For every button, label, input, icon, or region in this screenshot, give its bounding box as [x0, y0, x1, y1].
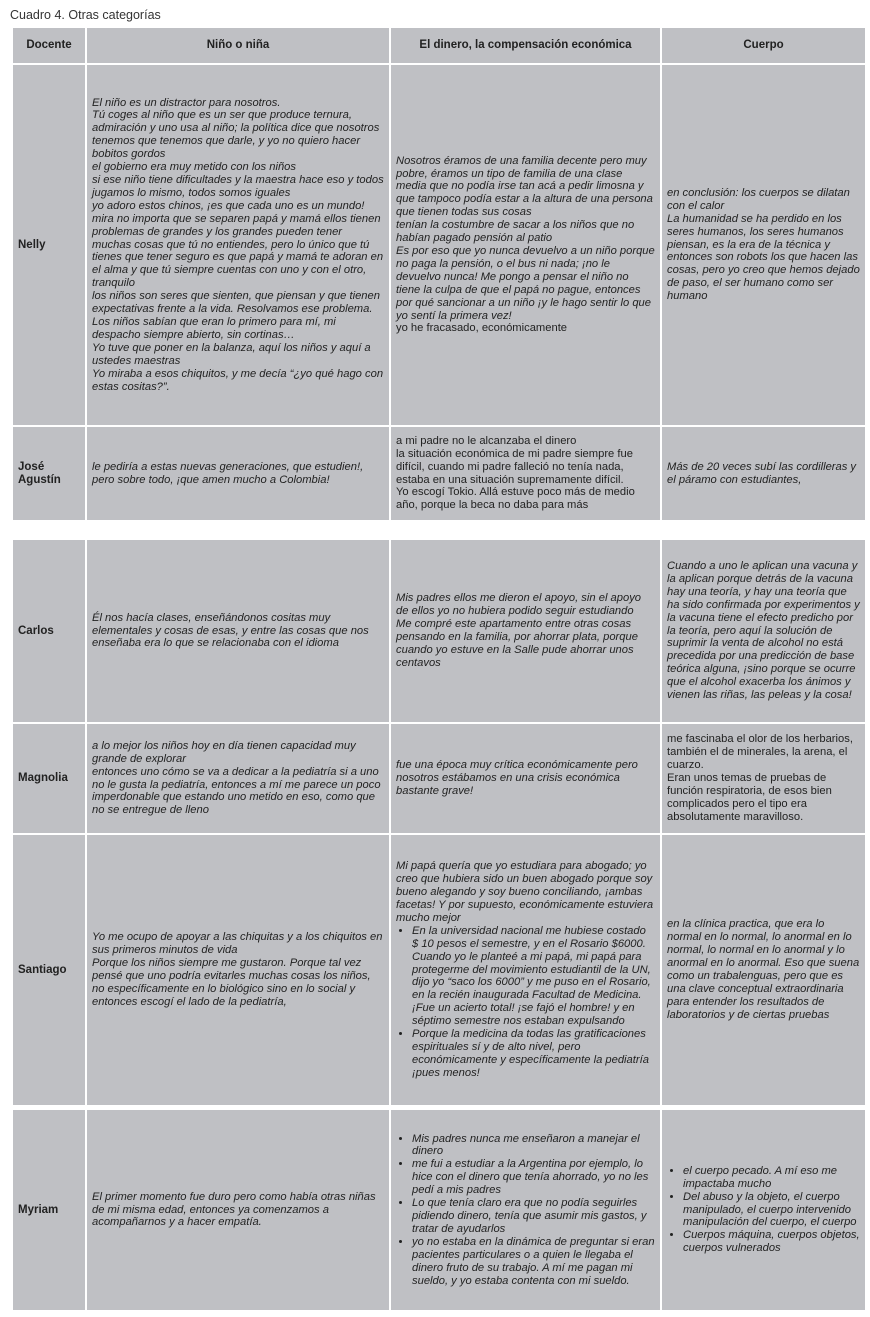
dinero-cell	[390, 64, 661, 426]
cell-paragraph: mira no importa que se separen papá y mamá ellos tienen problemas de grandes y los grandes pueden tener muchas cosas que tú no entiendes, pero lo único que tú tienes que tener seguro es que papá y mamá te adoran en el alma y que tú siempre cuentas con uno y con el otro, tranquilo	[92, 212, 384, 290]
cell-paragraph: le pediría a estas nuevas generaciones, que estudien!, pero sobre todo, ¡que amen mucho a Colombia!	[92, 460, 364, 486]
nino-cell	[86, 539, 390, 723]
dinero-cell	[390, 1109, 661, 1311]
cell-paragraph: Los niños sabían que eran lo primero para mí, mi despacho siempre abierto, sin cortinas…	[92, 315, 336, 341]
nino-cell	[86, 834, 390, 1106]
cuerpo-cell	[661, 64, 866, 426]
bullet-item: • Lo que tenía claro era que no podía seguirles pidiendo dinero, tenía que asumir mis gastos, y tratar de ayudarlos	[412, 1197, 655, 1236]
cell-paragraph: Cuando a uno le aplican una vacuna y la aplican porque detrás de la vacuna hay una teoría, y hay una teoría que ha sido confirmada por experimentos y la vacuna tiene el efecto predicho por la teoría, pero aquí la solución de suprimir la venta de alcohol no está precedida por una predicción de base teórica alguna, ¡sino porque se ocurre que el alcohol exacerba los ánimos y vienen las riñas, las peleas y la cosa!	[667, 560, 860, 702]
cell-paragraph: Porque los niños siempre me gustaron. Porque tal vez pensé que uno podría evitarles muchas cosas los niños, no específicamente en lo biológico sino en lo social y entonces escogí el lado de la pediatría,	[92, 957, 371, 1008]
cell-paragraph: Nosotros éramos de una familia decente pero muy pobre, éramos un tipo de familia de una clase media que no podía irse tan acá a pedir limosna y que tampoco podía estar a la altura de una persona que tienen todas sus cosas	[396, 154, 653, 219]
docente-cell: Santiago	[12, 834, 86, 1106]
cuerpo-cell	[661, 426, 866, 521]
table-segment-1	[11, 26, 867, 522]
dinero-cell	[390, 834, 661, 1106]
header-dinero: El dinero, la compensación económica	[390, 27, 661, 64]
dinero-cell	[390, 723, 661, 834]
bullet-item: • Mis padres nunca me enseñaron a manejar el dinero	[412, 1133, 655, 1159]
docente-cell: José Agustín	[12, 426, 86, 521]
cell-paragraph: El primer momento fue duro pero como había otras niñas de mi misma edad, entonces ya comenzamos a acompañarnos y a hacer empatía.	[92, 1190, 376, 1229]
cell-paragraph: Yo tuve que poner en la balanza, aquí los niños y aquí a ustedes maestras	[92, 341, 371, 367]
header-nino: Niño o niña	[86, 27, 390, 64]
docente-cell: Magnolia	[12, 723, 86, 834]
cell-paragraph: en la clínica practica, que era lo normal en lo normal, lo anormal en lo normal, lo normal en lo anormal y lo anormal en lo anormal. Eso que suena como un trabalenguas, pero que es una clave conceptual extraordinaria para entender los resultados de laboratorios y de ciertas pruebas	[667, 918, 860, 1021]
table-row	[12, 723, 866, 834]
table-segment-3	[11, 1108, 867, 1312]
bullet-item: • Cuerpos máquina, cuerpos objetos, cuerpos vulnerados	[683, 1229, 860, 1255]
table-row	[12, 539, 866, 723]
cell-paragraph: Él nos hacía clases, enseñándonos cositas muy elementales y cosas de esas, y entre las cosas que nos enseñaba era lo que se relacionaba con el idioma	[92, 611, 369, 650]
cell-paragraph: yo adoro estos chinos, ¡es que cada uno es un mundo!	[92, 199, 365, 212]
cell-paragraph: Yo miraba a esos chiquitos, y me decía “¿yo qué hago con estas cositas?”.	[92, 367, 384, 393]
cell-paragraph: Es por eso que yo nunca devuelvo a un niño porque no paga la pensión, o el bus ni nada; ¡no le devuelvo nunca! Me pongo a pensar el niño no tiene la culpa de que el papá no pague, entonces por qué sancionar a un niño ¡y le hago sentir lo que yo sentí la primera vez!	[396, 245, 655, 322]
cuerpo-cell	[661, 834, 866, 1106]
header-row	[12, 27, 866, 64]
bullet-list	[396, 1133, 655, 1288]
bullet-item: • yo no estaba en la dinámica de preguntar si eran pacientes particulares o a quien le llegaba el dinero fruto de su trabajo. A mí me pagan mi sueldo, y yo estaba contenta con mi sueldo.	[412, 1236, 655, 1288]
cell-paragraph: a lo mejor los niños hoy en día tienen capacidad muy grande de explorar	[92, 739, 356, 765]
cell-paragraph: yo he fracasado, económicamente	[396, 322, 568, 335]
header-cuerpo: Cuerpo	[661, 27, 866, 64]
docente-cell: Carlos	[12, 539, 86, 723]
docente-cell: Myriam	[12, 1109, 86, 1311]
nino-cell	[86, 1109, 390, 1311]
cell-paragraph: Más de 20 veces subí las cordilleras y el páramo con estudiantes,	[667, 460, 857, 486]
cell-paragraph: Eran unos temas de pruebas de función respiratoria, de esos bien complicados pero el tipo era absolutamente maravilloso.	[667, 772, 832, 823]
bullet-item: • En la universidad nacional me hubiese costado $ 10 pesos el semestre, y en el Rosario $6000. Cuando yo le planteé a mi papá, mi papá para protegerme del movimiento estudiantil de la UN, dijo yo “saco los 6000” y me puso en el Rosario, en la recién inaugurada Facultad de Medicina. ¡Fue un acierto total! ¡se fajó el hombre! y en séptimo semestre nos estaban expulsando	[412, 925, 655, 1028]
cell-paragraph: Mis padres ellos me dieron el apoyo, sin el apoyo de ellos yo no hubiera podido seguir estudiando	[396, 592, 642, 618]
bullet-list	[667, 1165, 860, 1255]
cell-paragraph: tenían la costumbre de sacar a los niños que no habían pagado pensión al patio	[396, 219, 635, 245]
bullet-item: • me fui a estudiar a la Argentina por ejemplo, lo hice con el dinero que tenía ahorrado, yo no les pedí a mis padres	[412, 1158, 655, 1197]
cell-paragraph: Me compré este apartamento entre otras cosas pensando en la familia, por ahorrar plata, porque cuando yo estuve en la Salle pude ahorrar unos centavos	[396, 618, 638, 669]
cell-paragraph: el gobierno era muy metido con los niños	[92, 161, 296, 174]
cell-paragraph: Tú coges al niño que es un ser que produce ternura, admiración y uno usa al niño; la política dice que nosotros tenemos que tenemos que darle, y yo no quiero hacer bobitos gordos	[92, 109, 380, 161]
cuerpo-cell	[661, 1109, 866, 1311]
header-docente: Docente	[12, 27, 86, 64]
bullet-item: • Del abuso y la objeto, el cuerpo manipulado, el cuerpo intervenido manipulación del cuerpo, el cuerpo	[683, 1191, 860, 1230]
cell-paragraph: en conclusión: los cuerpos se dilatan con el calor	[667, 186, 850, 212]
cell-paragraph: a mi padre no le alcanzaba el dinero	[396, 434, 577, 447]
table-segment-2	[11, 538, 867, 1107]
bullet-list	[396, 925, 655, 1080]
dinero-cell	[390, 539, 661, 723]
cell-paragraph: Mi papá quería que yo estudiara para abogado; yo creo que hubiera sido un buen abogado porque soy bueno alegando y soy bueno conciliando, ¡ambas facetas! Y por supuesto, económicamente estuviera mucho mejor	[396, 860, 654, 924]
bullet-item: • Porque la medicina da todas las gratificaciones espirituales sí y de alto nivel, pero económicamente y específicamente la pediatría ¡pues menos!	[412, 1028, 655, 1080]
table-row	[12, 1109, 866, 1311]
cuerpo-cell	[661, 723, 866, 834]
cell-paragraph: los niños son seres que sienten, que piensan y que tienen expectativas frente a la vida. Resolvamos ese problema.	[92, 290, 380, 316]
cell-paragraph: Yo me ocupo de apoyar a las chiquitas y a los chiquitos en sus primeros minutos de vida	[92, 931, 383, 957]
table-caption: Cuadro 4. Otras categorías	[10, 8, 161, 22]
docente-cell: Nelly	[12, 64, 86, 426]
cell-paragraph: si ese niño tiene dificultades y la maestra hace eso y todos jugamos lo mismo, todos somos iguales	[92, 174, 384, 199]
table-row	[12, 64, 866, 426]
cell-paragraph: me fascinaba el olor de los herbarios, también el de minerales, la arena, el cuarzo.	[667, 733, 853, 772]
table-row	[12, 834, 866, 1106]
nino-cell	[86, 64, 390, 426]
cuerpo-cell	[661, 539, 866, 723]
cell-paragraph: La humanidad se ha perdido en los seres humanos, los seres humanos piensan, es la era de la técnica y entonces son robots los que hacen las cosas, pero yo creo que hemos dejado de paso, el ser humano como ser humano	[667, 212, 860, 303]
dinero-cell	[390, 426, 661, 521]
bullet-item: • el cuerpo pecado. A mí eso me impactaba mucho	[683, 1165, 860, 1191]
cell-paragraph: la situación económica de mi padre siempre fue difícil, cuando mi padre falleció no tenía nada, estaba en una situación supremamente difícil.	[396, 447, 633, 486]
cell-paragraph: Yo escogí Tokio. Allá estuve poco más de medio año, porque la beca no daba para más	[396, 486, 635, 512]
nino-cell	[86, 723, 390, 834]
nino-cell	[86, 426, 390, 521]
cell-paragraph: entonces uno cómo se va a dedicar a la pediatría si a uno no le gusta la pediatría, entonces a mí me parece un poco imperdonable que estando uno metido en eso, como que no se entregue de lleno	[92, 765, 381, 817]
cell-paragraph: fue una época muy crítica económicamente pero nosotros estábamos en una crisis económica bastante grave!	[396, 759, 638, 797]
cell-paragraph: El niño es un distractor para nosotros.	[92, 96, 281, 109]
table-row	[12, 426, 866, 521]
